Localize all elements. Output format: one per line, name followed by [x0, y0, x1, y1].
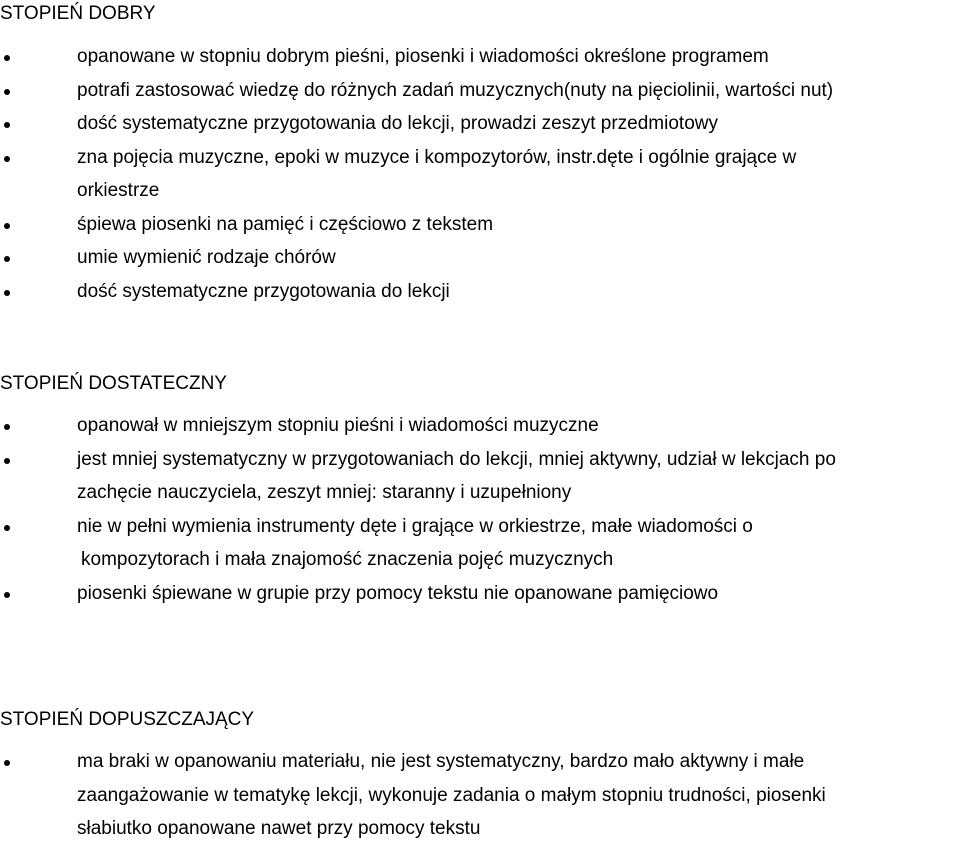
bullet-icon [4, 525, 10, 531]
list-item-text: dość systematyczne przygotowania do lekcji, prowadzi zeszyt przedmiotowy [77, 113, 718, 134]
list-item-text-continued: zaangażowanie w tematykę lekcji, wykonuje zadania o małym stopniu trudności, piosenki [77, 784, 826, 806]
section-dopuszczajacy [0, 708, 960, 846]
list-item [0, 443, 960, 510]
list-item [0, 40, 960, 74]
list-item [0, 577, 960, 611]
list-item-text-continued: słabiutko opanowane nawet przy pomocy tekstu [77, 818, 481, 839]
section-title: STOPIEŃ DOBRY [0, 3, 156, 24]
section-title: STOPIEŃ DOPUSZCZAJĄCY [0, 709, 255, 730]
list-item-text: dość systematyczne przygotowania do lekcji [77, 280, 450, 302]
list-item-text: ma braki w opanowaniu materiału, nie jest systematyczny, bardzo mało aktywny i małe [77, 751, 805, 772]
list-item-text: zna pojęcia muzyczne, epoki w muzyce i kompozytorów, instr.dęte i ogólnie grające w [77, 146, 797, 168]
list-item-text-continued: kompozytorach i mała znajomość znaczenia pojęć muzycznych [81, 549, 614, 570]
bullet-icon [4, 89, 10, 95]
bullet-icon [4, 256, 10, 262]
list-item [0, 745, 960, 846]
list-item [0, 107, 960, 141]
bullet-icon [4, 592, 10, 598]
list-item-text: opanowane w stopniu dobrym pieśni, piosenki i wiadomości określone programem [77, 46, 769, 67]
bullet-icon [4, 156, 10, 162]
list-item [0, 241, 960, 275]
list-item-text: jest mniej systematyczny w przygotowaniach do lekcji, mniej aktywny, udział w lekcjach po [77, 448, 836, 470]
bullet-icon [4, 458, 10, 464]
bullet-icon [4, 760, 10, 766]
section-dobry [0, 2, 960, 308]
bullet-icon [4, 223, 10, 229]
section-title: STOPIEŃ DOSTATECZNY [0, 373, 227, 394]
bullet-icon [4, 424, 10, 430]
list-item-text-continued: orkiestrze [77, 180, 160, 201]
list-item-text: śpiewa piosenki na pamięć i częściowo z tekstem [77, 213, 494, 235]
bullet-icon [4, 55, 10, 61]
list-item-text: nie w pełni wymienia instrumenty dęte i grające w orkiestrze, małe wiadomości o [77, 515, 753, 537]
list-item-text: piosenki śpiewane w grupie przy pomocy tekstu nie opanowane pamięciowo [77, 582, 719, 604]
list-item-text: opanował w mniejszym stopniu pieśni i wiadomości muzyczne [77, 415, 599, 436]
list-item-text: potrafi zastosować wiedzę do różnych zadań muzycznych(nuty na pięciolinii, wartości nut) [77, 79, 834, 101]
bullet-icon [4, 290, 10, 296]
list-item-text: umie wymienić rodzaje chórów [77, 247, 336, 268]
list-item [0, 141, 960, 208]
list-item [0, 74, 960, 108]
list-item [0, 409, 960, 443]
list-item [0, 510, 960, 577]
list-item-text-continued: zachęcie nauczyciela, zeszyt mniej: staranny i uzupełniony [77, 482, 572, 503]
list-item [0, 275, 960, 309]
bullet-icon [4, 122, 10, 128]
list-item [0, 208, 960, 242]
section-dostateczny [0, 372, 960, 610]
